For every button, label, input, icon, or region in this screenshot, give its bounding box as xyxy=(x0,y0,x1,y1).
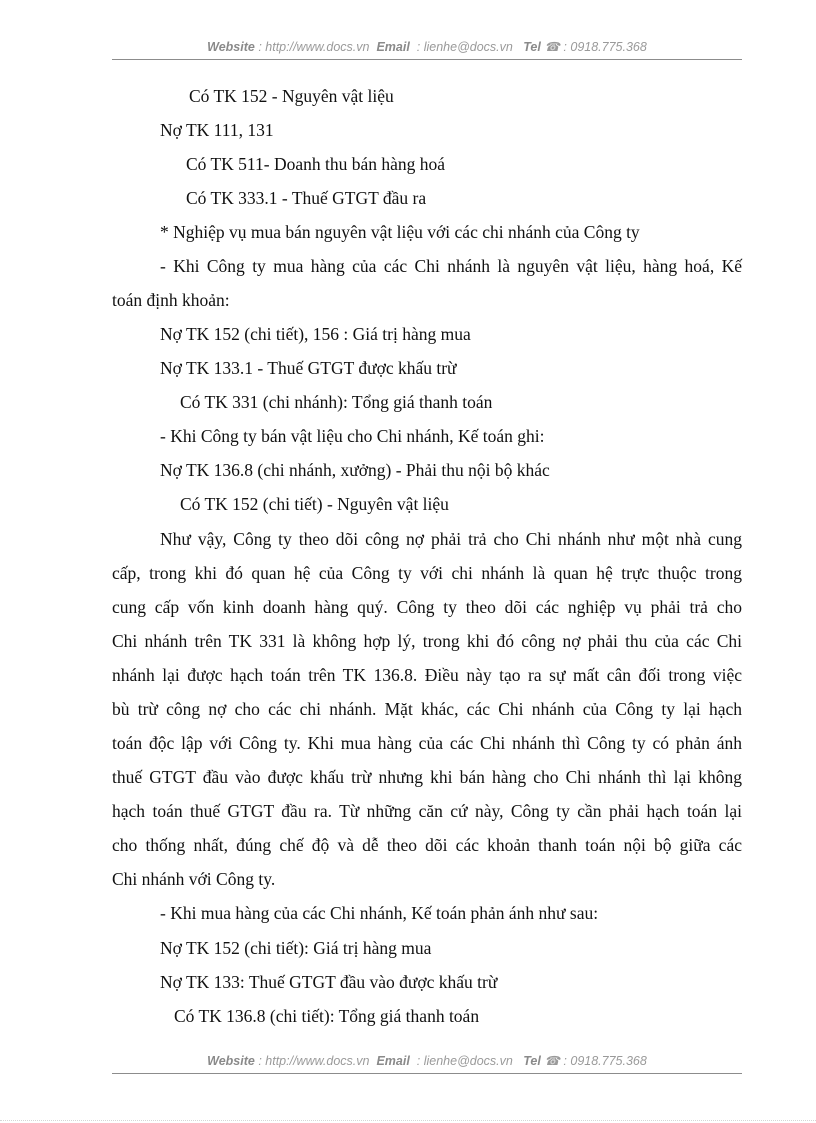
footer-email-value: : lienhe@docs.vn xyxy=(416,1054,513,1068)
header-divider xyxy=(112,59,742,60)
footer-website-label: Website xyxy=(207,1054,255,1068)
text-line: Nợ TK 133.1 - Thuế GTGT được khấu trừ xyxy=(160,358,457,378)
text-line: Có TK 333.1 - Thuế GTGT đầu ra xyxy=(186,188,427,208)
text-line: Có TK 511- Doanh thu bán hàng hoá xyxy=(186,154,446,174)
text-line: Có TK 152 (chi tiết) - Nguyên vật liệu xyxy=(180,494,449,514)
header-website-value: : http://www.docs.vn xyxy=(258,40,370,54)
text-line: Nợ TK 152 (chi tiết), 156 : Giá trị hàng mua xyxy=(160,324,471,344)
text-line: Nợ TK 152 (chi tiết): Giá trị hàng mua xyxy=(160,938,432,958)
paragraph-line: Chi nhánh với Công ty. xyxy=(112,869,276,889)
footer-divider xyxy=(112,1073,742,1074)
paragraph-line: bù trừ công nợ cho các chi nhánh. Mặt khác, các Chi nhánh của Công ty lại hạch xyxy=(112,699,742,719)
footer-tel-label: Tel xyxy=(523,1054,541,1068)
footer-email-label: Email xyxy=(376,1054,410,1068)
paragraph-line: Như vậy, Công ty theo dõi công nợ phải trả cho Chi nhánh như một nhà cung xyxy=(160,529,742,549)
header-tel-value: : 0918.775.368 xyxy=(563,40,647,54)
paragraph-line: thuế GTGT đầu vào được khấu trừ nhưng khi bán hàng cho Chi nhánh thì lại không xyxy=(112,767,742,787)
paragraph-line: cung cấp vốn kinh doanh hàng quý. Công ty theo dõi các nghiệp vụ phải trả cho xyxy=(112,597,742,617)
footer-website-value: : http://www.docs.vn xyxy=(258,1054,370,1068)
phone-icon: ☎ xyxy=(544,40,560,54)
text-line: Nợ TK 133: Thuế GTGT đầu vào được khấu trừ xyxy=(160,972,498,992)
paragraph-line: hạch toán thuế GTGT đầu ra. Từ những căn cứ này, Công ty cần phải hạch toán lại xyxy=(112,801,742,821)
footer-tel-value: : 0918.775.368 xyxy=(563,1054,647,1068)
text-line: - Khi mua hàng của các Chi nhánh, Kế toán phản ánh như sau: xyxy=(160,903,599,923)
text-line: Nợ TK 136.8 (chi nhánh, xưởng) - Phải thu nội bộ khác xyxy=(160,460,550,480)
paragraph-line: Chi nhánh trên TK 331 là không hợp lý, trong khi đó công nợ phải thu của các Chi xyxy=(112,631,742,651)
text-line: * Nghiệp vụ mua bán nguyên vật liệu với các chi nhánh của Công ty xyxy=(160,222,640,242)
paragraph-line: cấp, trong khi đó quan hệ của Công ty với chi nhánh là quan hệ trực thuộc trong xyxy=(112,563,742,583)
paragraph-line: nhánh lại được hạch toán trên TK 136.8. Điều này tạo ra sự mất cân đối trong việc xyxy=(112,665,742,685)
header-tel-label: Tel xyxy=(523,40,541,54)
header-email-value: : lienhe@docs.vn xyxy=(416,40,513,54)
text-line: Nợ TK 111, 131 xyxy=(160,120,274,140)
page-footer xyxy=(112,1053,742,1068)
text-line: - Khi Công ty mua hàng của các Chi nhánh là nguyên vật liệu, hàng hoá, Kế xyxy=(160,256,742,276)
phone-icon: ☎ xyxy=(544,1054,560,1068)
text-line: toán định khoản: xyxy=(112,290,230,310)
page-header xyxy=(112,39,742,54)
header-email-label: Email xyxy=(376,40,410,54)
text-line: Có TK 152 - Nguyên vật liệu xyxy=(189,86,394,106)
text-line: - Khi Công ty bán vật liệu cho Chi nhánh, Kế toán ghi: xyxy=(160,426,545,446)
paragraph-line: toán độc lập với Công ty. Khi mua hàng của các Chi nhánh thì Công ty có phản ánh xyxy=(112,733,742,753)
text-line: Có TK 136.8 (chi tiết): Tổng giá thanh toán xyxy=(174,1006,480,1026)
page-bottom-border xyxy=(0,1120,816,1121)
header-website-label: Website xyxy=(207,40,255,54)
paragraph-line: cho thống nhất, đúng chế độ và dễ theo dõi các khoản thanh toán nội bộ giữa các xyxy=(112,835,742,855)
text-line: Có TK 331 (chi nhánh): Tổng giá thanh toán xyxy=(180,392,493,412)
